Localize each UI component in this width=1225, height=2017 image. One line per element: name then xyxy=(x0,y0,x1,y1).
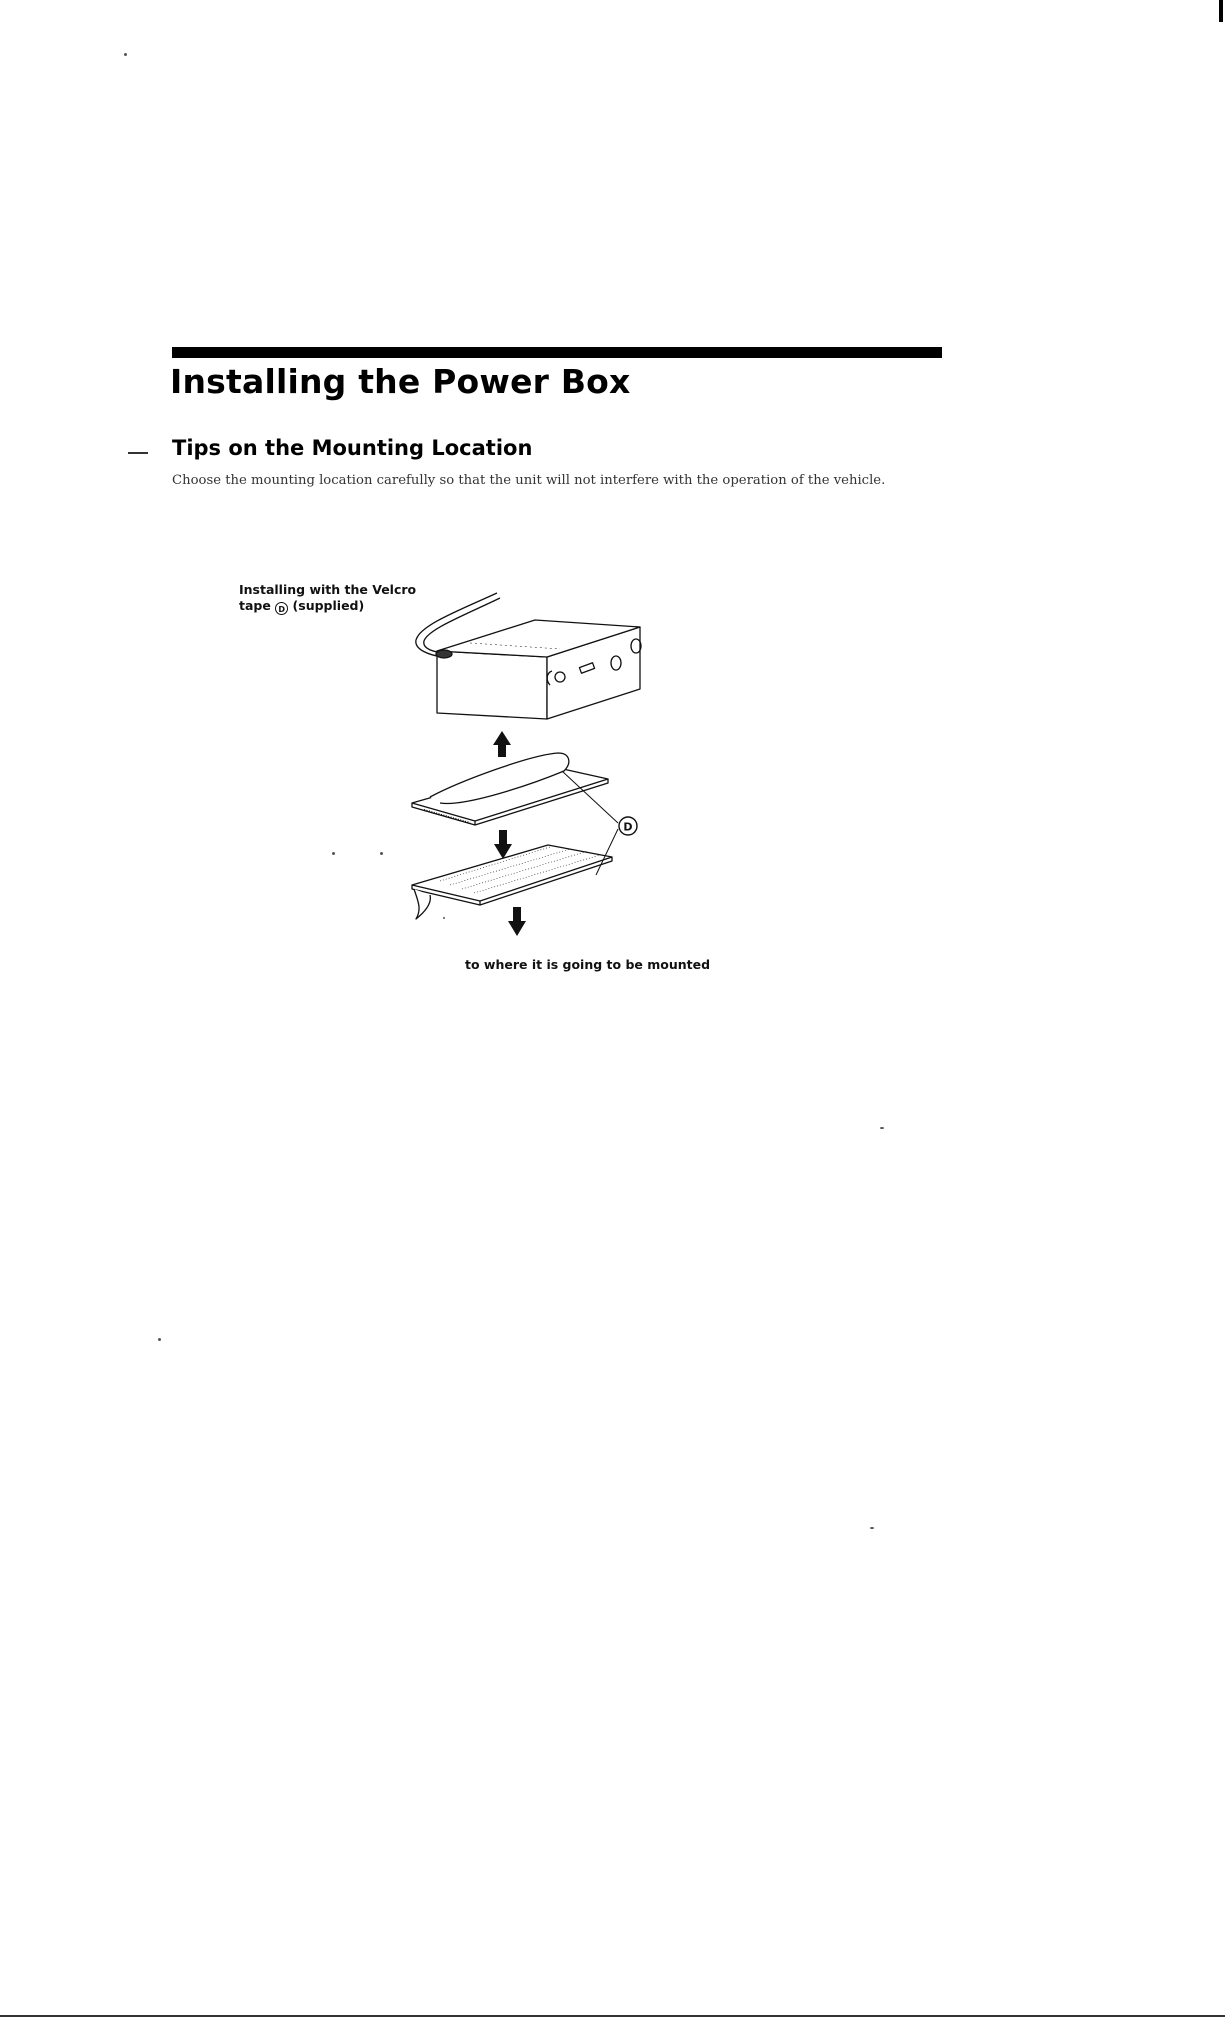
scan-speck xyxy=(880,1127,884,1129)
title-rule xyxy=(172,347,942,358)
scan-speck xyxy=(380,852,383,855)
callout-marker xyxy=(619,817,637,835)
callout-marker-label: D xyxy=(623,820,633,834)
scan-speck xyxy=(158,1338,161,1341)
power-box-illustration xyxy=(400,585,670,950)
power-box xyxy=(436,620,641,719)
caption-line-2-end: (supplied) xyxy=(288,598,365,613)
scan-speck xyxy=(443,917,445,919)
scan-speck xyxy=(124,53,127,56)
up-arrow xyxy=(493,731,511,757)
mount-location-label: to where it is going to be mounted xyxy=(465,957,711,972)
caption-marker: D xyxy=(275,602,288,615)
caption-line-1: Installing with the Velcro xyxy=(239,582,417,597)
page-edge-mark xyxy=(1219,0,1223,22)
caption-line-2-start: tape xyxy=(239,598,276,613)
down-arrow-1 xyxy=(494,830,512,859)
scan-speck xyxy=(332,852,335,855)
velcro-top xyxy=(412,753,608,825)
body-text: Choose the mounting location carefully so that the unit will not interfere with the operation of the vehicle. xyxy=(172,473,886,488)
page-title: Installing the Power Box xyxy=(170,362,631,401)
section-marker-dash xyxy=(128,452,148,454)
figure-caption xyxy=(239,582,416,615)
down-arrow-2 xyxy=(508,907,526,936)
velcro-bottom xyxy=(412,845,612,919)
section-heading: Tips on the Mounting Location xyxy=(172,436,533,460)
scan-speck xyxy=(870,1527,874,1529)
